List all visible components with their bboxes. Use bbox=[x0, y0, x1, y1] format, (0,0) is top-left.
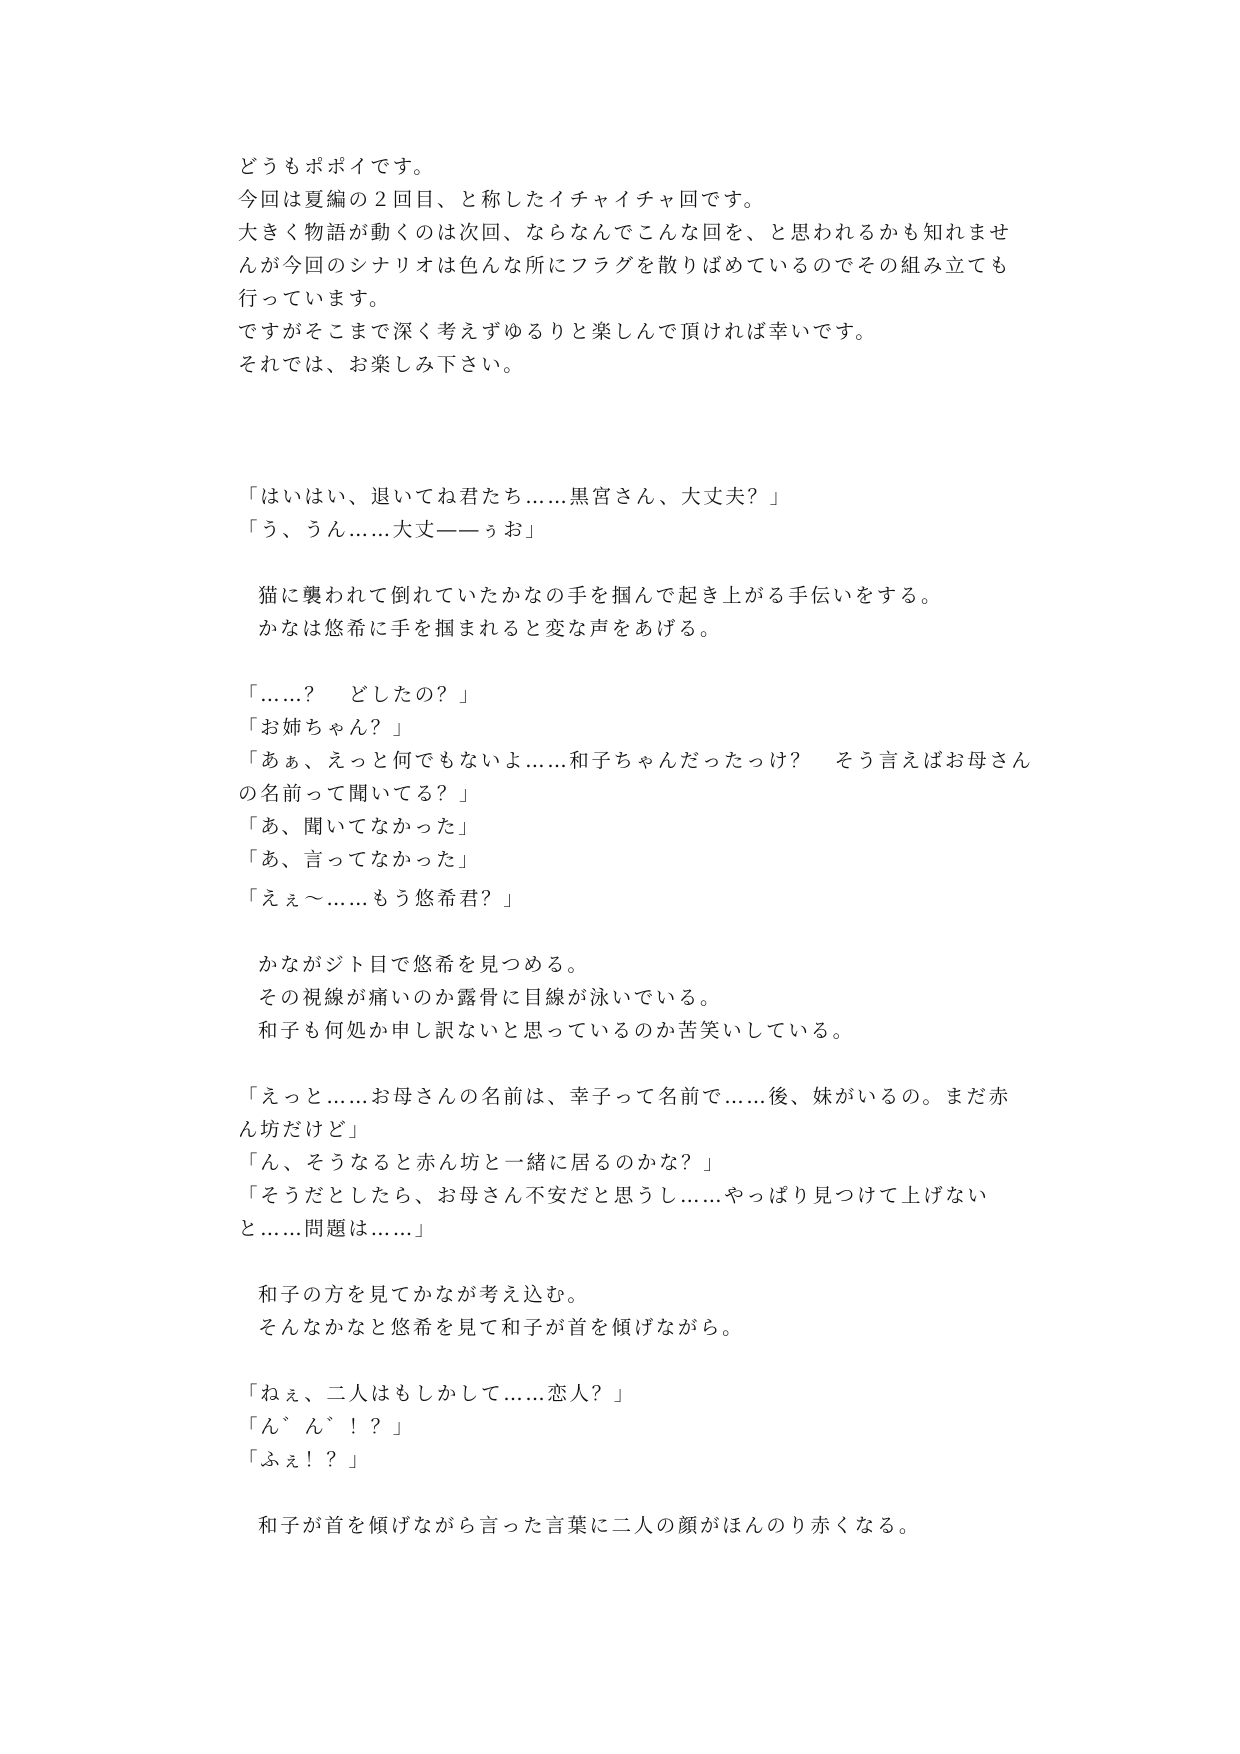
dialogue-line: 「お姉ちゃん？」 bbox=[238, 716, 415, 739]
dialogue-line: 「う、うん……大丈――ぅお」 bbox=[238, 518, 548, 541]
dialogue-line: 「えぇ〜……もう悠希君？」 bbox=[238, 887, 526, 910]
narration-line: かながジト目で悠希を見つめる。 bbox=[258, 953, 590, 976]
dialogue-line: 「あぁ、えっと何でもないよ……和子ちゃんだったっけ？ そう言えばお母さん bbox=[238, 749, 1034, 772]
dialogue-block bbox=[238, 1080, 1018, 1245]
text-line: ですがそこまで深く考えずゆるりと楽しんで頂ければ幸いです。 bbox=[238, 320, 878, 343]
paragraph-gap bbox=[238, 546, 1018, 579]
dialogue-line: 「ふぇ！？」 bbox=[238, 1448, 371, 1471]
dialogue-line: 「あ、聞いてなかった」 bbox=[238, 815, 481, 838]
dialogue-line: と……問題は……」 bbox=[238, 1217, 437, 1240]
narration-block bbox=[238, 579, 1018, 645]
narration-line: その視線が痛いのか露骨に目線が泳いでいる。 bbox=[258, 986, 723, 1009]
paragraph-gap bbox=[238, 645, 1018, 678]
dialogue-line: 「はいはい、退いてね君たち……黒宮さん、大丈夫？」 bbox=[238, 485, 792, 508]
text-line: んが今回のシナリオは色んな所にフラグを散りばめているのでその組み立ても bbox=[238, 254, 1012, 277]
dialogue-line: 「えっと……お母さんの名前は、幸子って名前で……後、妹がいるの。まだ赤 bbox=[238, 1085, 1011, 1108]
dialogue-line: 「あ、言ってなかった」 bbox=[238, 848, 481, 871]
dialogue-line: の名前って聞いてる？」 bbox=[238, 782, 482, 805]
narration-line: 猫に襲われて倒れていたかなの手を掴んで起き上がる手伝いをする。 bbox=[258, 584, 944, 607]
paragraph-gap bbox=[238, 1047, 1018, 1080]
text-line: 大きく物語が動くのは次回、ならなんでこんな回を、と思われるかも知れませ bbox=[238, 221, 1012, 244]
paragraph-gap bbox=[238, 1344, 1018, 1377]
narration-line: 和子も何処か申し訳ないと思っているのか苦笑いしている。 bbox=[258, 1019, 855, 1042]
paragraph-gap bbox=[238, 1476, 1018, 1509]
narration-block bbox=[238, 1278, 1018, 1344]
dialogue-line: ん坊だけど」 bbox=[238, 1118, 371, 1141]
narration-block bbox=[238, 948, 1018, 1047]
text-line: 今回は夏編の２回目、と称したイチャイチャ回です。 bbox=[238, 188, 766, 211]
text-line: それでは、お楽しみ下さい。 bbox=[238, 353, 526, 376]
narration-line: 和子の方を見てかなが考え込む。 bbox=[258, 1283, 590, 1306]
text-line: どうもポポイです。 bbox=[238, 155, 436, 178]
dialogue-block bbox=[238, 678, 1034, 915]
section-gap bbox=[238, 381, 1018, 480]
dialogue-line: 「……？ どしたの？」 bbox=[238, 683, 482, 706]
narration-line: そんなかなと悠希を見て和子が首を傾げながら。 bbox=[258, 1316, 745, 1339]
paragraph-gap bbox=[238, 1245, 1018, 1278]
author-note bbox=[238, 150, 1018, 381]
narration-block bbox=[238, 1509, 1018, 1542]
paragraph-gap bbox=[238, 915, 1018, 948]
dialogue-block bbox=[238, 480, 1018, 546]
dialogue-line: 「ねぇ、二人はもしかして……恋人？」 bbox=[238, 1382, 636, 1405]
dialogue-line: 「ん゛ん゛！？」 bbox=[238, 1415, 415, 1438]
narration-line: 和子が首を傾げながら言った言葉に二人の顔がほんのり赤くなる。 bbox=[258, 1514, 922, 1537]
dialogue-block bbox=[238, 1377, 1018, 1476]
dialogue-line: 「そうだとしたら、お母さん不安だと思うし……やっぱり見つけて上げない bbox=[238, 1184, 990, 1207]
dialogue-line: 「ん、そうなると赤ん坊と一緒に居るのかな？」 bbox=[238, 1151, 726, 1174]
document-body bbox=[238, 150, 1034, 1542]
narration-line: かなは悠希に手を掴まれると変な声をあげる。 bbox=[258, 617, 723, 640]
text-line: 行っています。 bbox=[238, 287, 392, 310]
